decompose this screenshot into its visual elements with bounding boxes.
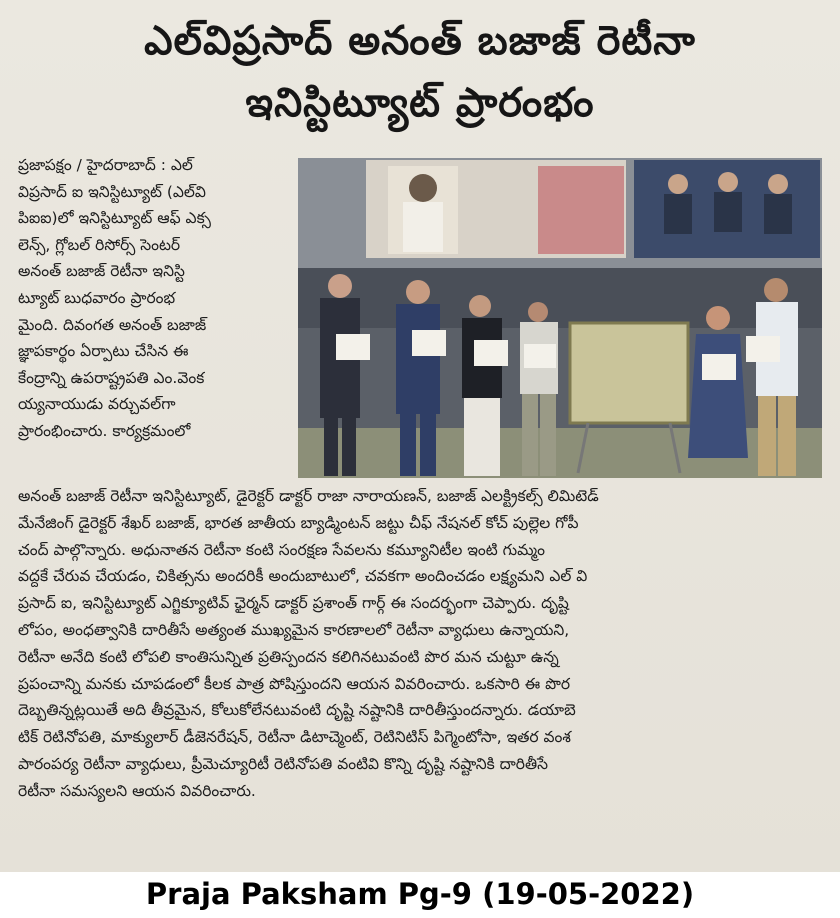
article-line: అనంత్ బజాజ్ రెటీనా ఇనిస్టిట్యూట్, డైరెక్టర్ డాక్టర్ రాజా నారాయణన్, బజాజ్ ఎలక్ట్రికల్స్ లిమిటెడ్: [18, 487, 599, 505]
article-column-text: [18, 152, 296, 445]
headline-line-1: ఎల్‌విప్రసాద్ అనంత్ బజాజ్ రెటీనా: [144, 18, 696, 64]
source-caption-bar: [0, 872, 840, 918]
article-line: లెన్స్, గ్లోబల్ రిసోర్స్ సెంటర్: [18, 235, 181, 254]
article-line: అనంత్ బజాజ్ రెటీనా ఇనిస్టి: [18, 262, 185, 281]
article-line: విప్రసాద్ ఐ ఇనిస్టిట్యూట్ (ఎల్‌వి: [18, 182, 206, 201]
article-line: దెబ్బతిన్నట్లయితే అది తీవ్రమైన, కోలుకోలేనటువంటి దృష్టి నష్టానికి దారితీస్తుందన్నారు. డయాబె: [18, 701, 576, 720]
source-caption: Praja Paksham Pg-9 (19-05-2022): [145, 877, 695, 911]
article-line: పారంపర్య రెటీనా వ్యాధులు, ప్రీమెచ్యూరిటీ రెటినోపతి వంటివి కొన్ని దృష్టి నష్టానికి దారితీసే: [18, 754, 548, 773]
article-body-text: [18, 483, 822, 805]
event-photo-image: [298, 158, 822, 478]
event-photo: [298, 158, 822, 478]
article-line: వద్దకే చేరువ చేయడం, చికిత్సను అందరికీ అందుబాటులో, చవకగా అందించడం లక్ష్యమని ఎల్ వి: [18, 567, 588, 586]
article-line: ప్రపంచాన్ని మనకు చూపడంలో కీలక పాత్ర పోషిస్తుందని ఆయన వివరించారు. ఒకసారి ఈ పొర: [18, 674, 571, 693]
article-line: పిఐఐ)లో ఇనిస్టిట్యూట్ ఆఫ్ ఎక్స: [18, 209, 211, 228]
article-line: చంద్ పాల్గొన్నారు. అధునాతన రెటీనా కంటి సంరక్షణ సేవలను కమ్యూనిటీల ఇంటి గుమ్మం: [18, 540, 545, 559]
article-line: జ్ఞాపకార్థం ఏర్పాటు చేసిన ఈ: [18, 342, 189, 361]
article-line: లోపం, అంధత్వానికి దారితీసే అత్యంత ముఖ్యమైన కారణాలలో రెటీనా వ్యాధులు ఉన్నాయని,: [18, 620, 570, 639]
article-line: రెటీనా అనేది కంటి లోపలి కాంతిసున్నిత ప్రతిస్పందన కలిగినటువంటి పొర మన చుట్టూ ఉన్న: [18, 647, 559, 666]
article-line: మైంది. దివంగత అనంత్ బజాజ్: [18, 315, 207, 334]
article-line: ప్రజాపక్షం / హైదరాబాద్ : ఎల్: [18, 156, 193, 174]
article-line: ప్రారంభించారు. కార్యక్రమంలో: [18, 421, 191, 440]
article-line: య్యనాయుడు వర్చువల్‌గా: [18, 395, 176, 414]
article-line: ట్యూట్ బుధవారం ప్రారంభ: [18, 288, 176, 307]
article-line: ప్రసాద్ ఐ, ఇనిస్టిట్యూట్ ఎగ్జిక్యూటివ్ ఛైర్మన్ డాక్టర్ ప్రశాంత్ గార్గ్ ఈ సందర్భంగా చెప్పారు. దృష్టి: [18, 594, 569, 613]
headline-line-2: ఇనిస్టిట్యూట్ ప్రారంభం: [245, 80, 595, 126]
article-line: కేంద్రాన్ని ఉపరాష్ట్రపతి ఎం.వెంక: [18, 368, 205, 387]
article-line: టిక్ రెటినోపతి, మాక్యులార్ డీజెనరేషన్, రెటీనా డిటాచ్మెంట్, రెటినిటిస్ పిగ్మెంటోసా, ఇతర వంశ: [18, 728, 571, 747]
article-line: రెటీనా సమస్యలని ఆయన వివరించారు.: [18, 781, 256, 800]
article-line: మేనేజింగ్ డైరెక్టర్ శేఖర్ బజాజ్, భారత జాతీయ బ్యాడ్మింటన్ జట్టు చీఫ్ నేషనల్ కోచ్ పుల్లెల గోపీ: [18, 513, 579, 532]
